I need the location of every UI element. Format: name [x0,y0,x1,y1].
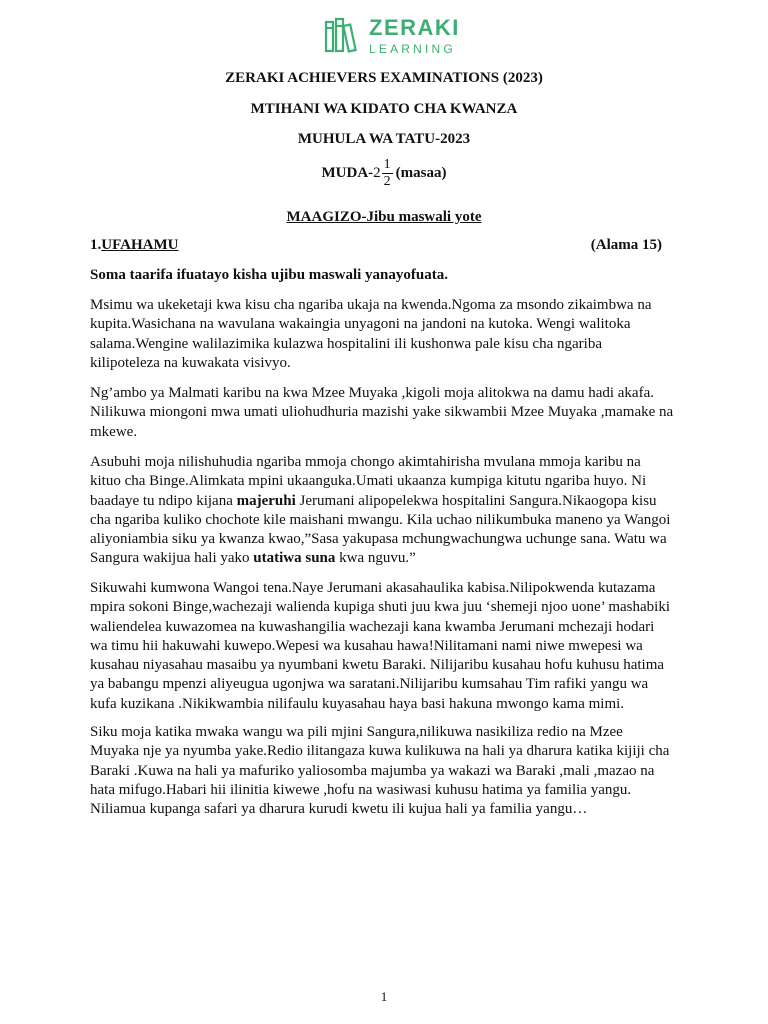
exam-subtitle: MTIHANI WA KIDATO CHA KWANZA [250,101,518,117]
paragraph-line: aliyoniambia siku ya kwanza kwao,”Sasa yakupasa mchungwachungwa uchunge sana. Watu wa [90,531,667,548]
paragraph-line: Siku moja katika mwaka wangu wa pili mjini Sangura,nilikuwa nasikiliza redio na Mzee [90,724,623,740]
reading-instruction: Soma taarifa ifuatayo kisha ujibu maswali yanayofuata. [90,267,448,283]
text-run: Jerumani alipopelekwa hospitalini Sangura.Nikaogopa kisu [295,492,657,509]
paragraph-line: hata mifugo.Habari hii ilinitia kiwewe ,hofu na wasiwasi kuhusu hatima ya familia yangu. [90,781,632,798]
paragraph-line: Baraki .Kuwa na hali ya mafuriko yaliosomba majumba ya wakazi wa Baraki ,mali ,mazao na [90,762,655,779]
paragraph-3 [90,453,680,569]
bold-term-majeruhi: majeruhi [236,492,296,509]
text-run: Sangura wakijua hali yako [90,550,254,567]
text-run: baadaye tu ndipo kijana [90,492,237,509]
logo-name: ZERAKI [369,15,460,40]
page-number: 1 [380,989,388,1004]
zeraki-logo [323,16,460,56]
paragraph-line: kupita.Wasichana na wavulana wakaingia unyagoni na jandoni na kutoka. Wengi walitoka [90,316,631,333]
paragraph-4 [90,579,680,714]
text-run: kwa nguvu.” [335,550,416,567]
exam-title: ZERAKI ACHIEVERS EXAMINATIONS (2023) [225,70,543,86]
paragraph-line: salama.Wengine walilazimika kulazwa hospitalini ili kushonwa pale kisu cha ngariba [90,335,602,352]
paragraph-line: ya babangu mpenzi aliyeugua ugonjwa wa saratani.Nilijaribu kumsahau Tim rafiki yangu wa [90,676,649,693]
fraction-denominator: 2 [383,174,391,189]
paragraph-line: Niliamua kupanga safari ya dharura kurudi kwetu ili kujua hali ya familia yangu… [90,801,588,818]
section-heading [90,237,662,254]
paragraph-line: kituo cha Binge.Alimkata mpini ukaanguka.Umati ukaanza kumpiga kitutu ngariba huyo. Ni [90,473,647,490]
paragraph-line: Msimu wa ukeketaji kwa kisu cha ngariba ukaja na kwenda.Ngoma za msondo zikaimbwa na [90,297,652,313]
paragraph-5 [90,723,680,819]
paragraph-line: wa timu hii hakuwahi kuwepo.Wepesi wa kusahau hawa!Nilitamani nami niwe mwepesi wa [90,637,643,654]
duration-label: MUDA- [321,165,374,181]
duration-unit: (masaa) [395,165,447,181]
paragraph-line: Ng’ambo ya Malmati karibu na kwa Mzee Muyaka ,kigoli moja alitokwa na damu hadi akafa. [90,385,654,401]
paragraph-line: mkewe. [90,423,138,440]
section-title: UFAHAMU [101,237,179,253]
paragraph-1 [90,296,680,373]
paragraph-line [90,549,680,568]
instructions-text: MAAGIZO-Jibu maswali yote [286,209,482,225]
paragraph-line: kilipoteleza na kuwakata visivyo. [90,354,291,371]
fraction-numerator: 1 [383,157,391,172]
zeraki-books-icon [323,17,361,55]
paragraph-line: Nilikuwa miongoni mwa umati uliohudhuria mazishi yake sikwambii Mzee Muyaka ,mamake na [90,404,674,421]
exam-duration [0,158,768,189]
duration-fraction [382,158,393,189]
paragraph-line: Muyaka nje ya nyumba yake.Redio ilitangaza kuwa kulikuwa na hali ya dharura katika kijiji cha [90,743,670,760]
paragraph-line: Sikuwahi kumwona Wangoi tena.Naye Jerumani akasahaulika kabisa.Nilipokwenda kutazama [90,580,656,596]
paragraph-line: cha ngariba kuliko chochote kile maishani mwangu. Kila uchao nilikumbuka maneno ya Wangoi [90,511,671,528]
paragraph-line: kusahau niyasahau masaibu ya nyumbani kwetu Baraki. Nilijaribu kusahau hofu kuhusu hatima [90,657,665,674]
instructions [0,209,768,226]
paragraph-line: Asubuhi moja nilishuhudia ngariba mmoja chongo akimtahirisha mvulana mmoja karibu na [90,454,641,470]
section-number: 1. [90,237,102,253]
paragraph-2 [90,384,680,442]
duration-whole: 2 [373,165,381,181]
paragraph-line: kufa kuzikana .Nikikwambia nilifaulu kuyasahau haya basi hakuna mwongo kama mimi. [90,695,625,712]
paragraph-line [90,492,680,511]
section-marks: (Alama 15) [590,237,662,253]
paragraph-line: mpira sokoni Binge,wachezaji walienda kupiga shuti juu kwa juu ‘shemeji njoo uone’ mashabiki [90,599,671,616]
exam-term: MUHULA WA TATU-2023 [297,131,471,147]
logo-subtitle: LEARNING [369,42,456,56]
paragraph-line: waliendelea kuwazomea na kuwashangilia wachezaji kana kwamba Jerumani mchezaji hodari [90,618,655,635]
bold-term-utatiwa-suna: utatiwa suna [253,550,336,567]
